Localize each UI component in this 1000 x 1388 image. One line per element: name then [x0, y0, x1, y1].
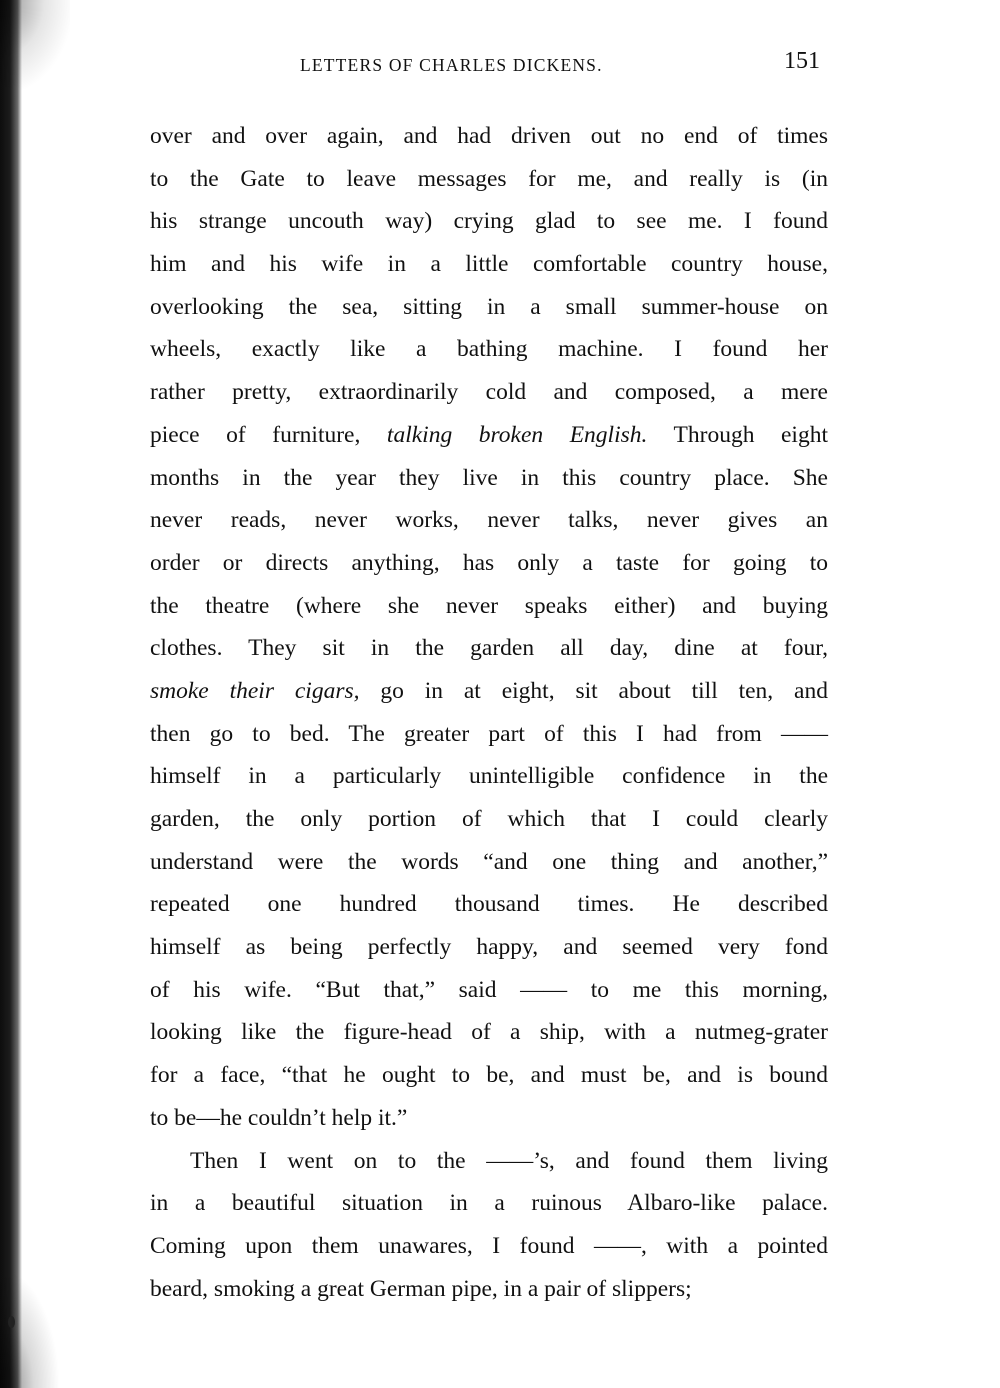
text-line	[150, 414, 828, 457]
text-run: rather pretty, extraordinarily cold and composed, a mere	[150, 379, 828, 406]
text-line	[150, 926, 828, 969]
text-line	[150, 969, 828, 1012]
body-text	[150, 115, 828, 1310]
text-line	[150, 627, 828, 670]
text-line	[150, 499, 828, 542]
text-run: order or directs anything, has only a taste for going to	[150, 549, 828, 576]
text-line	[150, 713, 828, 756]
text-run: over and over again, and had driven out no end of times	[150, 123, 828, 149]
text-line	[150, 200, 828, 243]
text-run: wheels, exactly like a bathing machine. I found her	[150, 336, 828, 363]
text-line	[150, 585, 828, 628]
text-line	[150, 371, 828, 414]
text-line	[150, 1140, 828, 1183]
text-line	[150, 841, 828, 884]
text-run: then go to bed. The greater part of this I had from ——	[150, 720, 828, 747]
page-number: 151	[784, 48, 820, 74]
text-run: months in the year they live in this country place. She	[150, 464, 828, 491]
text-run: beard, smoking a great German pipe, in a pair of slippers;	[150, 1275, 692, 1302]
text-run: himself as being perfectly happy, and seemed very fond	[150, 934, 828, 961]
text-run: Then I went on to the ——’s, and found them living	[190, 1147, 828, 1174]
text-run: overlooking the sea, sitting in a small summer-house on	[150, 293, 828, 320]
text-run: Coming upon them unawares, I found ——, with a pointed	[150, 1232, 828, 1259]
text-run: clothes. They sit in the garden all day, dine at four,	[150, 635, 828, 662]
text-line	[150, 286, 828, 329]
text-line	[150, 1225, 828, 1268]
text-run: himself in a particularly unintelligible confidence in the	[150, 763, 828, 790]
text-run: his strange uncouth way) crying glad to see me. I found	[150, 208, 828, 235]
scan-noise-bottom	[0, 1268, 60, 1388]
text-line	[150, 670, 828, 713]
text-run: garden, the only portion of which that I could clearly	[150, 806, 828, 832]
text-run: Through eight	[647, 421, 828, 448]
paragraph	[150, 115, 828, 1140]
text-line	[150, 1182, 828, 1225]
text-line	[150, 243, 828, 286]
text-line	[150, 1268, 828, 1311]
text-run: the theatre (where she never speaks either) and buying	[150, 592, 828, 619]
italic-text: smoke their cigars,	[150, 677, 360, 704]
scan-speck	[8, 1316, 15, 1328]
text-line	[150, 328, 828, 371]
scan-noise-top	[0, 0, 70, 90]
text-run: to be—he couldn’t help it.”	[150, 1104, 408, 1131]
running-head: LETTERS OF CHARLES DICKENS.	[300, 55, 603, 75]
text-line	[150, 542, 828, 585]
text-line	[150, 883, 828, 926]
text-run: of his wife. “But that,” said —— to me this morning,	[150, 976, 828, 1003]
text-line	[150, 798, 828, 841]
text-run: go in at eight, sit about till ten, and	[359, 677, 828, 704]
text-run: for a face, “that he ought to be, and must be, and is bound	[150, 1062, 828, 1089]
paragraph	[150, 1140, 828, 1311]
text-line	[150, 1011, 828, 1054]
italic-text: talking broken English.	[386, 421, 648, 448]
text-run: never reads, never works, never talks, never gives an	[150, 507, 828, 534]
text-run: in a beautiful situation in a ruinous Albaro-like palace.	[150, 1190, 828, 1217]
text-run: understand were the words “and one thing and another,”	[150, 848, 828, 875]
binding-shadow	[0, 0, 22, 1388]
text-run: repeated one hundred thousand times. He described	[150, 891, 828, 918]
text-line	[150, 115, 828, 158]
text-line	[150, 1054, 828, 1097]
text-run: him and his wife in a little comfortable country house,	[150, 251, 828, 278]
text-line	[150, 755, 828, 798]
text-run: looking like the figure-head of a ship, with a nutmeg-grater	[150, 1019, 828, 1046]
text-line	[150, 158, 828, 201]
text-line	[150, 1097, 828, 1140]
text-run: to the Gate to leave messages for me, and really is (in	[150, 165, 828, 192]
text-line	[150, 457, 828, 500]
text-run: piece of furniture,	[150, 421, 387, 448]
